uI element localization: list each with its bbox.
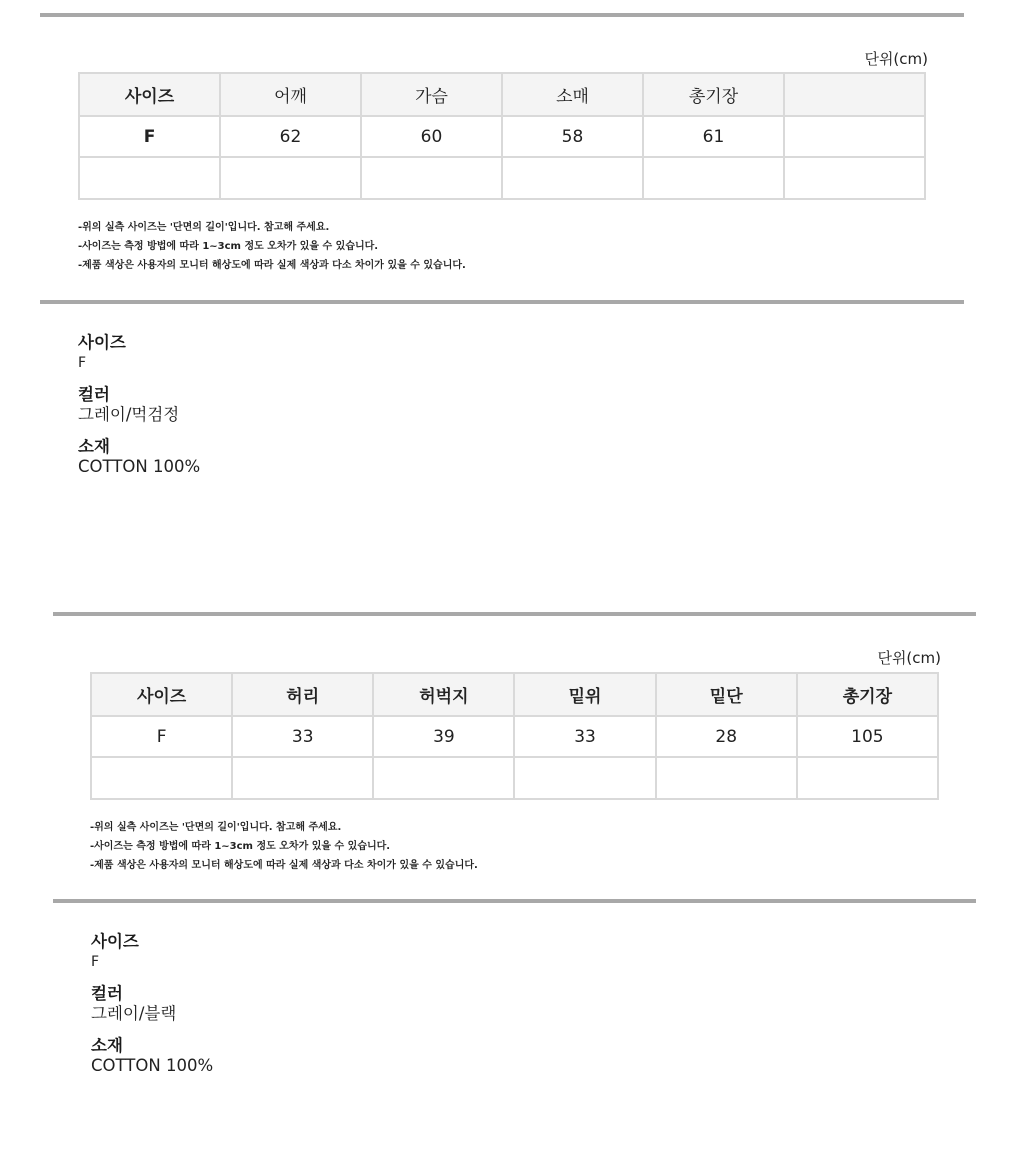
divider (53, 899, 976, 903)
size-value: F (78, 355, 87, 371)
divider (40, 300, 964, 304)
table-cell: 105 (797, 716, 938, 757)
table-header-cell: 소매 (502, 73, 643, 116)
unit-label: 단위(cm) (877, 649, 941, 667)
table-cell: 39 (373, 716, 514, 757)
table-header-cell: 허리 (232, 673, 373, 716)
table-header-cell: 가슴 (361, 73, 502, 116)
size-label: 사이즈 (91, 932, 139, 951)
table-row-empty (79, 157, 925, 199)
table-cell (91, 757, 232, 799)
table-cell: 61 (643, 116, 784, 157)
color-value: 그레이/블랙 (91, 1004, 177, 1023)
notes (90, 818, 478, 875)
table-header-cell: 어깨 (220, 73, 361, 116)
table-header-cell: 밑위 (514, 673, 655, 716)
divider (40, 13, 964, 17)
note-line: -사이즈는 측정 방법에 따라 1~3cm 정도 오차가 있을 수 있습니다. (90, 841, 391, 852)
table-cell (232, 757, 373, 799)
unit-label: 단위(cm) (864, 50, 928, 68)
table-row (91, 716, 938, 757)
table-cell (784, 157, 925, 199)
table-cell (656, 757, 797, 799)
table-cell (514, 757, 655, 799)
table-row-empty (91, 757, 938, 799)
table-header-cell: 사이즈 (79, 73, 220, 116)
table-cell (220, 157, 361, 199)
table-cell: 33 (514, 716, 655, 757)
table-cell (643, 157, 784, 199)
material-value: COTTON 100% (78, 457, 201, 476)
note-line: -위의 실측 사이즈는 '단면의 길이'입니다. 참고해 주세요. (78, 222, 330, 233)
size-value: F (91, 954, 100, 970)
size-table (90, 672, 939, 800)
table-cell: 33 (232, 716, 373, 757)
size-table (78, 72, 926, 200)
table-cell: 60 (361, 116, 502, 157)
table-cell (784, 116, 925, 157)
table-cell (373, 757, 514, 799)
material-label: 소재 (91, 1036, 123, 1055)
note-line: -제품 색상은 사용자의 모니터 해상도에 따라 실제 색상과 다소 차이가 있을 수 있습니다. (78, 260, 466, 271)
note-line: -위의 실측 사이즈는 '단면의 길이'입니다. 참고해 주세요. (90, 822, 342, 833)
table-cell: 62 (220, 116, 361, 157)
note-line: -사이즈는 측정 방법에 따라 1~3cm 정도 오차가 있을 수 있습니다. (78, 241, 379, 252)
table-header-cell: 사이즈 (91, 673, 232, 716)
color-label: 컬러 (91, 984, 123, 1003)
table-cell (79, 157, 220, 199)
table-cell (361, 157, 502, 199)
table-cell (797, 757, 938, 799)
table-header-row (91, 673, 938, 716)
table-header-row (79, 73, 925, 116)
table-header-cell: 총기장 (643, 73, 784, 116)
table-header-cell (784, 73, 925, 116)
product-info (91, 932, 213, 1088)
material-label: 소재 (78, 437, 110, 456)
color-label: 컬러 (78, 385, 110, 404)
size-label: 사이즈 (78, 333, 126, 352)
divider (53, 612, 976, 616)
table-cell: 28 (656, 716, 797, 757)
table-header-cell: 총기장 (797, 673, 938, 716)
table-header-cell: 허벅지 (373, 673, 514, 716)
table-cell (502, 157, 643, 199)
note-line: -제품 색상은 사용자의 모니터 해상도에 따라 실제 색상과 다소 차이가 있을 수 있습니다. (90, 860, 478, 871)
material-value: COTTON 100% (91, 1056, 214, 1075)
product-info (78, 333, 200, 489)
table-cell: F (79, 116, 220, 157)
notes (78, 218, 466, 275)
table-header-cell: 밑단 (656, 673, 797, 716)
color-value: 그레이/먹검정 (78, 405, 180, 424)
table-cell: 58 (502, 116, 643, 157)
table-cell: F (91, 716, 232, 757)
table-row (79, 116, 925, 157)
